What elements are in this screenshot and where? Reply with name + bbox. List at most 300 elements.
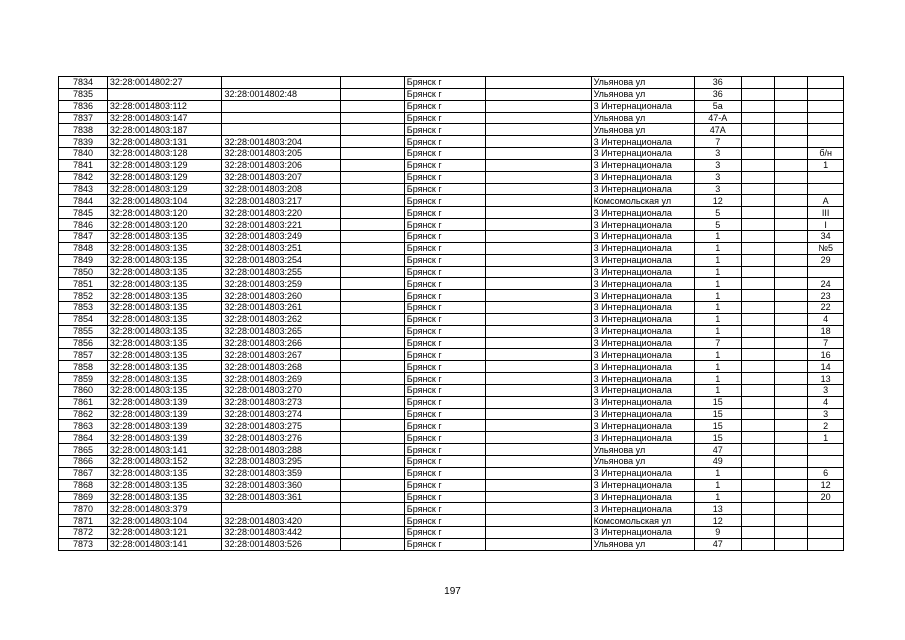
object-cadastral-cell: 32:28:0014803:206 xyxy=(222,159,341,171)
unit-cell: 14 xyxy=(808,361,844,373)
record-number-cell: 7863 xyxy=(59,420,108,432)
house-number-cell: 5 xyxy=(694,219,741,231)
empty-cell xyxy=(341,88,404,100)
house-number-cell: 1 xyxy=(694,467,741,479)
empty-cell xyxy=(741,325,774,337)
table-row xyxy=(59,456,844,468)
table-row xyxy=(59,88,844,100)
empty-cell xyxy=(775,396,808,408)
empty-cell xyxy=(775,77,808,89)
city-cell: Брянск г xyxy=(404,491,485,503)
house-number-cell: 15 xyxy=(694,396,741,408)
unit-cell xyxy=(808,444,844,456)
record-number-cell: 7854 xyxy=(59,313,108,325)
empty-cell xyxy=(485,100,591,112)
empty-cell xyxy=(485,479,591,491)
empty-cell xyxy=(775,88,808,100)
table-row xyxy=(59,254,844,266)
street-cell: 3 Интернационала xyxy=(591,302,694,314)
table-row xyxy=(59,100,844,112)
object-cadastral-cell: 32:28:0014803:204 xyxy=(222,136,341,148)
empty-cell xyxy=(485,183,591,195)
empty-cell xyxy=(741,207,774,219)
unit-cell xyxy=(808,515,844,527)
parcel-cadastral-cell: 32:28:0014803:139 xyxy=(107,396,222,408)
house-number-cell: 5а xyxy=(694,100,741,112)
empty-cell xyxy=(341,124,404,136)
parcel-cadastral-cell: 32:28:0014803:135 xyxy=(107,384,222,396)
parcel-cadastral-cell: 32:28:0014803:135 xyxy=(107,302,222,314)
record-number-cell: 7864 xyxy=(59,432,108,444)
house-number-cell: 1 xyxy=(694,242,741,254)
empty-cell xyxy=(775,444,808,456)
street-cell: 3 Интернационала xyxy=(591,136,694,148)
empty-cell xyxy=(775,337,808,349)
city-cell: Брянск г xyxy=(404,313,485,325)
parcel-cadastral-cell: 32:28:0014803:128 xyxy=(107,148,222,160)
object-cadastral-cell: 32:28:0014803:255 xyxy=(222,266,341,278)
city-cell: Брянск г xyxy=(404,361,485,373)
empty-cell xyxy=(341,159,404,171)
parcel-cadastral-cell: 32:28:0014803:141 xyxy=(107,538,222,550)
empty-cell xyxy=(485,290,591,302)
empty-cell xyxy=(485,254,591,266)
house-number-cell: 1 xyxy=(694,349,741,361)
empty-cell xyxy=(485,136,591,148)
house-number-cell: 3 xyxy=(694,148,741,160)
city-cell: Брянск г xyxy=(404,479,485,491)
empty-cell xyxy=(775,112,808,124)
page-number: 197 xyxy=(444,586,461,597)
empty-cell xyxy=(741,479,774,491)
house-number-cell: 1 xyxy=(694,230,741,242)
city-cell: Брянск г xyxy=(404,420,485,432)
empty-cell xyxy=(741,136,774,148)
table-row xyxy=(59,337,844,349)
empty-cell xyxy=(741,171,774,183)
empty-cell xyxy=(341,538,404,550)
street-cell: 3 Интернационала xyxy=(591,408,694,420)
table-row xyxy=(59,195,844,207)
street-cell: Ульянова ул xyxy=(591,88,694,100)
parcel-cadastral-cell: 32:28:0014803:104 xyxy=(107,195,222,207)
street-cell: 3 Интернационала xyxy=(591,420,694,432)
record-number-cell: 7851 xyxy=(59,278,108,290)
parcel-cadastral-cell: 32:28:0014803:129 xyxy=(107,183,222,195)
street-cell: 3 Интернационала xyxy=(591,491,694,503)
empty-cell xyxy=(485,337,591,349)
empty-cell xyxy=(741,242,774,254)
record-number-cell: 7860 xyxy=(59,384,108,396)
object-cadastral-cell: 32:28:0014803:442 xyxy=(222,527,341,539)
empty-cell xyxy=(341,171,404,183)
city-cell: Брянск г xyxy=(404,408,485,420)
empty-cell xyxy=(341,337,404,349)
parcel-cadastral-cell: 32:28:0014803:139 xyxy=(107,408,222,420)
empty-cell xyxy=(741,112,774,124)
house-number-cell: 1 xyxy=(694,278,741,290)
street-cell: 3 Интернационала xyxy=(591,290,694,302)
empty-cell xyxy=(341,349,404,361)
empty-cell xyxy=(341,112,404,124)
street-cell: Ульянова ул xyxy=(591,538,694,550)
unit-cell: 13 xyxy=(808,373,844,385)
empty-cell xyxy=(741,77,774,89)
empty-cell xyxy=(775,515,808,527)
record-number-cell: 7850 xyxy=(59,266,108,278)
record-number-cell: 7871 xyxy=(59,515,108,527)
empty-cell xyxy=(341,325,404,337)
parcel-cadastral-cell: 32:28:0014803:131 xyxy=(107,136,222,148)
parcel-cadastral-cell: 32:28:0014803:135 xyxy=(107,479,222,491)
parcel-cadastral-cell: 32:28:0014803:135 xyxy=(107,254,222,266)
empty-cell xyxy=(775,136,808,148)
table-row xyxy=(59,159,844,171)
table-row xyxy=(59,136,844,148)
empty-cell xyxy=(341,219,404,231)
empty-cell xyxy=(485,230,591,242)
empty-cell xyxy=(775,313,808,325)
empty-cell xyxy=(341,302,404,314)
empty-cell xyxy=(775,124,808,136)
object-cadastral-cell xyxy=(222,100,341,112)
empty-cell xyxy=(741,396,774,408)
object-cadastral-cell: 32:28:0014803:208 xyxy=(222,183,341,195)
house-number-cell: 36 xyxy=(694,77,741,89)
empty-cell xyxy=(775,254,808,266)
unit-cell: 12 xyxy=(808,479,844,491)
record-number-cell: 7855 xyxy=(59,325,108,337)
object-cadastral-cell: 32:28:0014803:249 xyxy=(222,230,341,242)
city-cell: Брянск г xyxy=(404,444,485,456)
empty-cell xyxy=(775,266,808,278)
street-cell: Комсомольская ул xyxy=(591,195,694,207)
parcel-cadastral-cell: 32:28:0014803:135 xyxy=(107,467,222,479)
record-number-cell: 7866 xyxy=(59,456,108,468)
city-cell: Брянск г xyxy=(404,148,485,160)
table-row xyxy=(59,396,844,408)
empty-cell xyxy=(741,230,774,242)
street-cell: 3 Интернационала xyxy=(591,467,694,479)
street-cell: Ульянова ул xyxy=(591,77,694,89)
table-row xyxy=(59,77,844,89)
record-number-cell: 7842 xyxy=(59,171,108,183)
house-number-cell: 15 xyxy=(694,432,741,444)
empty-cell xyxy=(485,538,591,550)
empty-cell xyxy=(775,527,808,539)
object-cadastral-cell: 32:28:0014803:526 xyxy=(222,538,341,550)
empty-cell xyxy=(485,432,591,444)
empty-cell xyxy=(485,456,591,468)
parcel-cadastral-cell: 32:28:0014803:121 xyxy=(107,527,222,539)
empty-cell xyxy=(485,491,591,503)
unit-cell xyxy=(808,527,844,539)
table-row xyxy=(59,148,844,160)
object-cadastral-cell: 32:28:0014803:265 xyxy=(222,325,341,337)
unit-cell: 34 xyxy=(808,230,844,242)
object-cadastral-cell: 32:28:0014803:288 xyxy=(222,444,341,456)
table-row xyxy=(59,361,844,373)
table-row xyxy=(59,420,844,432)
unit-cell: 4 xyxy=(808,313,844,325)
empty-cell xyxy=(741,124,774,136)
empty-cell xyxy=(775,230,808,242)
street-cell: 3 Интернационала xyxy=(591,479,694,491)
table-row xyxy=(59,302,844,314)
parcel-cadastral-cell: 32:28:0014803:139 xyxy=(107,432,222,444)
record-number-cell: 7834 xyxy=(59,77,108,89)
table-row xyxy=(59,171,844,183)
empty-cell xyxy=(741,503,774,515)
record-number-cell: 7873 xyxy=(59,538,108,550)
empty-cell xyxy=(775,408,808,420)
object-cadastral-cell: 32:28:0014803:254 xyxy=(222,254,341,266)
empty-cell xyxy=(341,278,404,290)
empty-cell xyxy=(775,290,808,302)
street-cell: 3 Интернационала xyxy=(591,396,694,408)
empty-cell xyxy=(775,349,808,361)
empty-cell xyxy=(741,444,774,456)
table-row xyxy=(59,124,844,136)
unit-cell xyxy=(808,538,844,550)
table-row xyxy=(59,384,844,396)
unit-cell: 20 xyxy=(808,491,844,503)
empty-cell xyxy=(341,290,404,302)
empty-cell xyxy=(341,444,404,456)
empty-cell xyxy=(341,207,404,219)
unit-cell: 4 xyxy=(808,396,844,408)
empty-cell xyxy=(341,467,404,479)
record-number-cell: 7867 xyxy=(59,467,108,479)
house-number-cell: 1 xyxy=(694,254,741,266)
object-cadastral-cell: 32:28:0014803:268 xyxy=(222,361,341,373)
city-cell: Брянск г xyxy=(404,230,485,242)
unit-cell: 2 xyxy=(808,420,844,432)
house-number-cell: 5 xyxy=(694,207,741,219)
unit-cell: 24 xyxy=(808,278,844,290)
table-row xyxy=(59,515,844,527)
empty-cell xyxy=(341,195,404,207)
empty-cell xyxy=(775,171,808,183)
parcel-cadastral-cell: 32:28:0014803:141 xyxy=(107,444,222,456)
record-number-cell: 7868 xyxy=(59,479,108,491)
city-cell: Брянск г xyxy=(404,266,485,278)
table-row xyxy=(59,479,844,491)
empty-cell xyxy=(485,195,591,207)
empty-cell xyxy=(485,384,591,396)
city-cell: Брянск г xyxy=(404,207,485,219)
house-number-cell: 47 xyxy=(694,538,741,550)
city-cell: Брянск г xyxy=(404,183,485,195)
record-number-cell: 7845 xyxy=(59,207,108,219)
street-cell: 3 Интернационала xyxy=(591,361,694,373)
empty-cell xyxy=(775,361,808,373)
empty-cell xyxy=(775,384,808,396)
city-cell: Брянск г xyxy=(404,195,485,207)
empty-cell xyxy=(741,148,774,160)
empty-cell xyxy=(775,479,808,491)
city-cell: Брянск г xyxy=(404,100,485,112)
record-number-cell: 7839 xyxy=(59,136,108,148)
object-cadastral-cell: 32:28:0014803:273 xyxy=(222,396,341,408)
street-cell: Ульянова ул xyxy=(591,444,694,456)
object-cadastral-cell: 32:28:0014803:251 xyxy=(222,242,341,254)
empty-cell xyxy=(741,254,774,266)
parcel-cadastral-cell: 32:28:0014803:135 xyxy=(107,325,222,337)
city-cell: Брянск г xyxy=(404,503,485,515)
empty-cell xyxy=(341,373,404,385)
empty-cell xyxy=(341,384,404,396)
empty-cell xyxy=(741,420,774,432)
empty-cell xyxy=(775,207,808,219)
empty-cell xyxy=(341,432,404,444)
empty-cell xyxy=(741,313,774,325)
object-cadastral-cell: 32:28:0014803:274 xyxy=(222,408,341,420)
empty-cell xyxy=(485,467,591,479)
parcel-cadastral-cell: 32:28:0014803:129 xyxy=(107,159,222,171)
empty-cell xyxy=(341,313,404,325)
empty-cell xyxy=(341,242,404,254)
empty-cell xyxy=(775,183,808,195)
object-cadastral-cell: 32:28:0014803:270 xyxy=(222,384,341,396)
table-row xyxy=(59,219,844,231)
empty-cell xyxy=(341,527,404,539)
unit-cell: 6 xyxy=(808,467,844,479)
record-number-cell: 7872 xyxy=(59,527,108,539)
empty-cell xyxy=(741,88,774,100)
city-cell: Брянск г xyxy=(404,302,485,314)
parcel-cadastral-cell: 32:28:0014803:139 xyxy=(107,420,222,432)
street-cell: Ульянова ул xyxy=(591,124,694,136)
parcel-cadastral-cell: 32:28:0014803:135 xyxy=(107,290,222,302)
parcel-cadastral-cell: 32:28:0014803:135 xyxy=(107,491,222,503)
parcel-cadastral-cell: 32:28:0014803:135 xyxy=(107,373,222,385)
unit-cell: 3 xyxy=(808,408,844,420)
table-row xyxy=(59,432,844,444)
empty-cell xyxy=(741,337,774,349)
city-cell: Брянск г xyxy=(404,219,485,231)
unit-cell xyxy=(808,100,844,112)
parcel-cadastral-cell: 32:28:0014803:135 xyxy=(107,361,222,373)
city-cell: Брянск г xyxy=(404,432,485,444)
house-number-cell: 1 xyxy=(694,361,741,373)
unit-cell: 16 xyxy=(808,349,844,361)
empty-cell xyxy=(741,538,774,550)
object-cadastral-cell: 32:28:0014803:262 xyxy=(222,313,341,325)
record-number-cell: 7859 xyxy=(59,373,108,385)
empty-cell xyxy=(341,266,404,278)
unit-cell xyxy=(808,266,844,278)
unit-cell: 23 xyxy=(808,290,844,302)
city-cell: Брянск г xyxy=(404,290,485,302)
city-cell: Брянск г xyxy=(404,396,485,408)
table-row xyxy=(59,373,844,385)
house-number-cell: 1 xyxy=(694,384,741,396)
house-number-cell: 3 xyxy=(694,159,741,171)
record-number-cell: 7849 xyxy=(59,254,108,266)
record-number-cell: 7869 xyxy=(59,491,108,503)
unit-cell: 22 xyxy=(808,302,844,314)
empty-cell xyxy=(741,527,774,539)
parcel-cadastral-cell: 32:28:0014803:135 xyxy=(107,242,222,254)
empty-cell xyxy=(485,88,591,100)
table-row xyxy=(59,290,844,302)
unit-cell: III xyxy=(808,207,844,219)
empty-cell xyxy=(741,219,774,231)
empty-cell xyxy=(485,527,591,539)
empty-cell xyxy=(775,456,808,468)
empty-cell xyxy=(775,159,808,171)
parcel-cadastral-cell: 32:28:0014803:135 xyxy=(107,230,222,242)
object-cadastral-cell: 32:28:0014803:205 xyxy=(222,148,341,160)
object-cadastral-cell: 32:28:0014803:259 xyxy=(222,278,341,290)
empty-cell xyxy=(485,278,591,290)
record-number-cell: 7865 xyxy=(59,444,108,456)
record-number-cell: 7862 xyxy=(59,408,108,420)
empty-cell xyxy=(341,408,404,420)
city-cell: Брянск г xyxy=(404,325,485,337)
street-cell: 3 Интернационала xyxy=(591,325,694,337)
street-cell: 3 Интернационала xyxy=(591,278,694,290)
street-cell: Ульянова ул xyxy=(591,456,694,468)
table-row xyxy=(59,527,844,539)
street-cell: 3 Интернационала xyxy=(591,230,694,242)
object-cadastral-cell: 32:28:0014803:267 xyxy=(222,349,341,361)
city-cell: Брянск г xyxy=(404,88,485,100)
house-number-cell: 1 xyxy=(694,302,741,314)
empty-cell xyxy=(485,444,591,456)
empty-cell xyxy=(485,515,591,527)
empty-cell xyxy=(775,242,808,254)
empty-cell xyxy=(741,159,774,171)
street-cell: 3 Интернационала xyxy=(591,266,694,278)
empty-cell xyxy=(775,219,808,231)
street-cell: 3 Интернационала xyxy=(591,432,694,444)
empty-cell xyxy=(341,420,404,432)
city-cell: Брянск г xyxy=(404,538,485,550)
city-cell: Брянск г xyxy=(404,77,485,89)
city-cell: Брянск г xyxy=(404,527,485,539)
parcel-cadastral-cell: 32:28:0014803:112 xyxy=(107,100,222,112)
empty-cell xyxy=(775,100,808,112)
unit-cell: 1 xyxy=(808,432,844,444)
record-number-cell: 7847 xyxy=(59,230,108,242)
parcel-cadastral-cell: 32:28:0014803:120 xyxy=(107,219,222,231)
unit-cell: 29 xyxy=(808,254,844,266)
city-cell: Брянск г xyxy=(404,136,485,148)
street-cell: Ульянова ул xyxy=(591,112,694,124)
table-row xyxy=(59,278,844,290)
empty-cell xyxy=(485,302,591,314)
object-cadastral-cell: 32:28:0014803:420 xyxy=(222,515,341,527)
unit-cell: 1 xyxy=(808,159,844,171)
house-number-cell: 13 xyxy=(694,503,741,515)
object-cadastral-cell: 32:28:0014803:295 xyxy=(222,456,341,468)
empty-cell xyxy=(741,456,774,468)
empty-cell xyxy=(341,456,404,468)
empty-cell xyxy=(485,77,591,89)
empty-cell xyxy=(775,503,808,515)
record-number-cell: 7858 xyxy=(59,361,108,373)
unit-cell xyxy=(808,136,844,148)
record-number-cell: 7835 xyxy=(59,88,108,100)
object-cadastral-cell: 32:28:0014803:217 xyxy=(222,195,341,207)
table-row xyxy=(59,183,844,195)
city-cell: Брянск г xyxy=(404,373,485,385)
unit-cell: А xyxy=(808,195,844,207)
parcel-cadastral-cell: 32:28:0014803:135 xyxy=(107,349,222,361)
house-number-cell: 12 xyxy=(694,515,741,527)
